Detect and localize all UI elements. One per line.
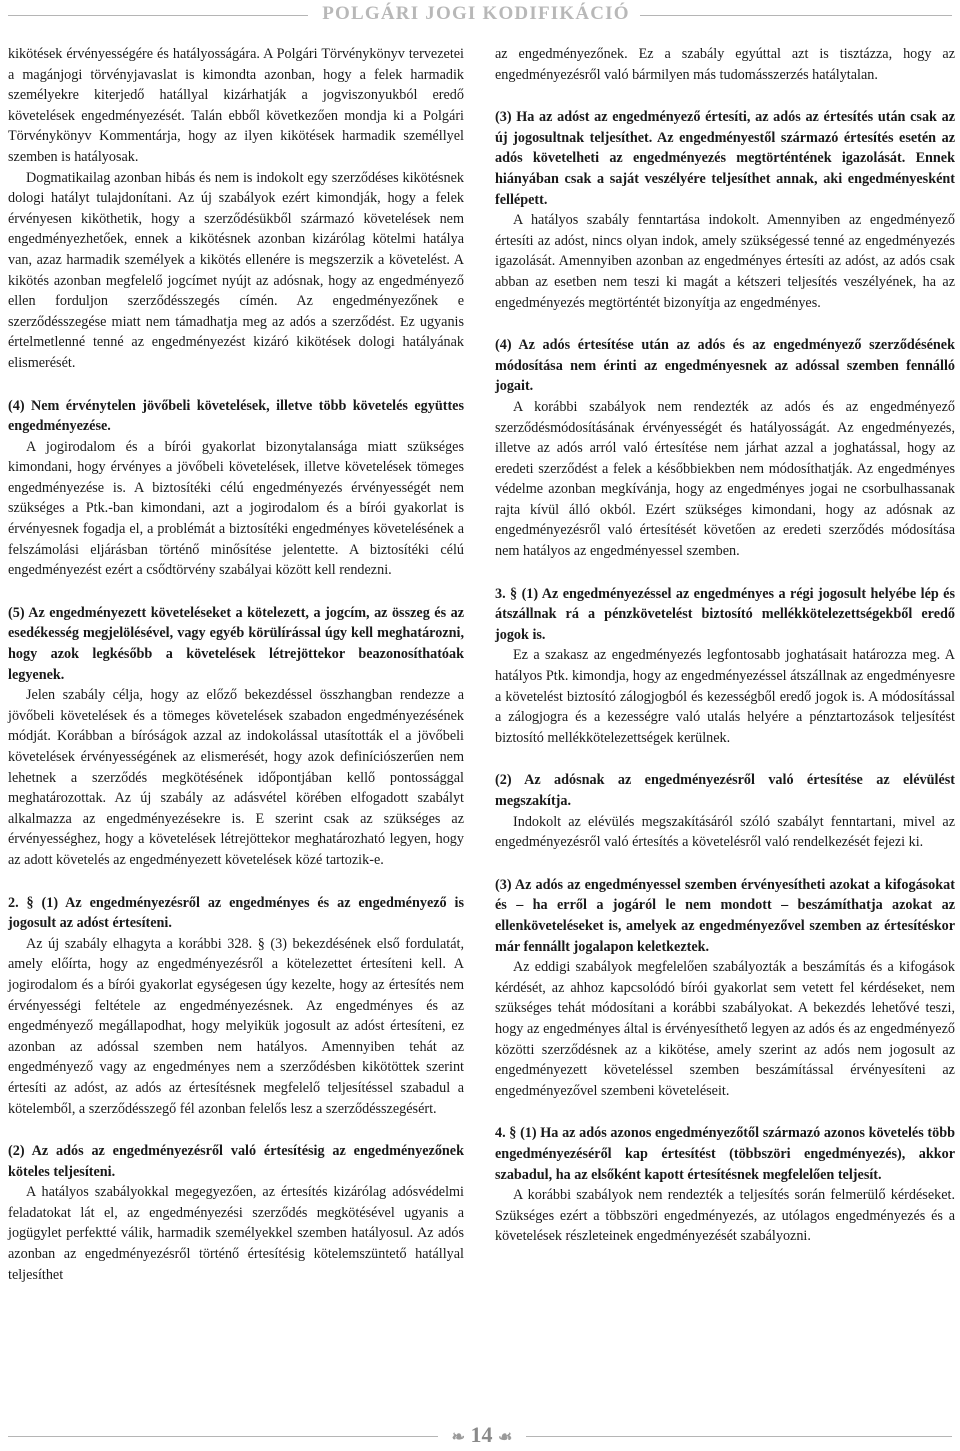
body-paragraph: A hatályos szabály fenntartása indokolt. Amennyiben az engedményező értesíti az adóst, nincs olyan indok, amely szükségessé tenné az engedményezés igazolását. Amennyiben azonban az engedményes értesíti az adóst, az adós csak abban az esetben nem teszi ki magát a kétszeri teljesítés veszélyének, ha az engedményezés megtörténtét bizonyítja az engedményes. bbox=[495, 212, 955, 311]
section-heading: (4) Nem érvénytelen jövőbeli követelések, illetve több követelés együttes engedményezése. bbox=[8, 397, 464, 435]
section-heading: (3) Ha az adóst az engedményező értesíti, az adós az értesítés után csak az új jogosultnak teljesíthet. Az engedményestől származó értesítés esetén az adós követelheti az engedményezés megtörténtének igazolását. Ennek hiányában csak a saját veszélyére teljesíthet annak, aki engedményesként fellépett. bbox=[495, 109, 955, 208]
section-heading: 4. § (1) Ha az adós azonos engedményezőtől származó azonos követelés több engedményezéséről kap értesítést (többszöri engedményezés), akkor szabadul, ha az elsőként kapott értesítésnek megfelelően teljesít. bbox=[495, 1125, 955, 1183]
journal-title: POLGÁRI JOGI KODIFIKÁCIÓ bbox=[322, 3, 630, 24]
section-heading: (2) Az adósnak az engedményezésről való értesítése az elévülést megszakítja. bbox=[495, 772, 955, 809]
ornament-left-icon: ❧ bbox=[451, 1429, 466, 1446]
ornament-right-icon: ☙ bbox=[498, 1429, 513, 1446]
footer-rule-right bbox=[526, 1436, 952, 1437]
body-paragraph: kikötések érvényességére és hatályosságára. A Polgári Törvénykönyv tervezetei a magánjogi törvényjavaslat is kimondta azonban, hogy a felek harmadik személyekre kiterjedő hatállyal kizárhatják a jogviszonyukból eredő követelések engedményezését. Talán ebből következően mondja ki a Polgári Törvénykönyv Kommentárja, hogy az ilyen kikötések harmadik személlyel szemben is hatályosak. bbox=[8, 46, 464, 165]
body-paragraph: A hatályos szabályokkal megegyezően, az értesítés kizárólag adósvédelmi feladatokat lát el, az engedményezési szerződés megkötésével ugyanis a jogügylet perfektté válik, harmadik személyekkel szemben hatályosul. Az adós azonban az engedményezésről történő értesítésig kötelemszüntető hatállyal teljesíthet bbox=[8, 1184, 464, 1283]
body-paragraph: az engedményezőnek. Ez a szabály egyúttal azt is tisztázza, hogy az engedményezésről való bármilyen más tudomásszerzés hatálytalan. bbox=[495, 46, 955, 83]
body-paragraph: Dogmatikailag azonban hibás és nem is indokolt egy szerződéses kikötésnek dologi hatályt tulajdonítani. Az új szabályok ezért kimondják, hogy a felek érvényesen kiköthetik, hogy a szerződésükből származó követelések nem engedményezhetőek, ennek a kikötésnek azonban kizárólag kötelmi hatálya van, azaz harmadik személyek a kikötés ellenére is megszerzik a követelést. A kikötés azonban megfelelő jogcímet nyújt az adósnak, hogy az engedményező ellen forduljon szerződésszegés címén. Az engedményezőnek e szerződésszegése miatt nem támadhatja meg az adós a szerződést. Ez ugyanis értelmetlenné tenné az engedményezést kizáró kikötések dologi hatályának elismerését. bbox=[8, 169, 464, 371]
body-paragraph: Indokolt az elévülés megszakításáról szóló szabályt fenntartani, mivel az engedményezésről való értesítés a követelésről való rendelkezését fejezi ki. bbox=[495, 813, 955, 851]
page-footer bbox=[0, 1422, 960, 1450]
body-paragraph: A korábbi szabályok nem rendezték az adós és az engedményező szerződésmódosításának érvényességét és hatályosságát. Az engedményezés, illetve az adós arról való értesítése nem járhat azzal a joghatással, hogy az eredeti szerződést a felek a későbbiekben nem módosíthatják. Az engedményes védelme azonban megkívánja, hogy az engedményes jogai ne csorbulhassanak rajta kívül álló okból. Ezért szükséges kimondani, hogy az adósnak az engedményezésről való értesítését követően az eredeti szerződés módosítása nem hatályos az engedményessel szemben. bbox=[495, 398, 955, 560]
right-column bbox=[495, 44, 955, 1247]
page-number: 14 bbox=[470, 1422, 493, 1447]
section-heading: (3) Az adós az engedményessel szemben érvényesítheti azokat a kifogásokat és – ha erről a jogáról le nem mondott – beszámíthatja azokat az ellenköveteléseket is, amelyek az engedményezővel szemben az értesítéskor már fennállt jogalapon keletkeztek. bbox=[495, 876, 955, 955]
header-rule-left bbox=[8, 15, 308, 16]
running-header bbox=[0, 0, 960, 36]
body-paragraph: Ez a szakasz az engedményezés legfontosabb joghatásait határozza meg. A hatályos Ptk. kimondja, hogy az engedményezéssel átszállnak az engedményesre a követelést biztosító zálogjogból és kezességből eredő jogok is. A módosítással a zálogjogra és a kezességre való utalás helyére a pénztartozások teljesítést biztosító mellékkötelezettségek kerülnek. bbox=[495, 647, 955, 746]
body-paragraph: Az új szabály elhagyta a korábbi 328. § (3) bekezdésének első fordulatát, amely előírta, hogy az engedményezésről a kötelezettet értesíteni kell. A jogirodalom és a bírói gyakorlat egységesen úgy kezelte, hogy az értesítés nem érvényességi feltétele az engedményezésnek. Az engedményes és az engedményező megállapodhat, hogy melyikük jogosult az adóst értesíteni, ez azonban az adóssal szemben nem hatályos. Amennyiben tehát az engedményező vagy az engedményes nem a szerződésben kikötöttek szerint értesíti az adóst, az adós az értesítésnek megfelelő teljesítéssel szabadul a kötelemből, a szerződésszegő fél azonban felelős lesz a szerződésszegésért. bbox=[8, 935, 464, 1117]
left-column bbox=[8, 44, 464, 1285]
body-paragraph: Az eddigi szabályok megfelelően szabályozták a beszámítás és a kifogások kérdését, az ahhoz kapcsolódó bírói gyakorlat sem vetett fel kérdéseket, nem szükséges tehát módosítani a korábbi szabályokat. A bekezdés lehetővé teszi, hogy az engedményes által is érvényesíthető legyen az adós és az engedményező közötti szerződésnek az a kikötése, amely szerint az adós nem jogosult az engedményezett követeléssel szemben beszámítással érvényesíteni az engedményezővel szembeni követeléseit. bbox=[495, 959, 955, 1099]
section-heading: 3. § (1) Az engedményezéssel az engedményes a régi jogosult helyébe lép és átszállnak rá a pénzkövetelést biztosító mellékkötelezettségekből eredő jogok is. bbox=[495, 585, 955, 643]
footer-rule-left bbox=[8, 1436, 438, 1437]
header-rule-right bbox=[640, 15, 952, 16]
page-number-block bbox=[438, 1422, 526, 1448]
section-heading: (2) Az adós az engedményezésről való értesítésig az engedményezőnek köteles teljesíteni. bbox=[8, 1143, 464, 1180]
section-heading: 2. § (1) Az engedményezésről az engedményes és az engedményező is jogosult az adóst értesíteni. bbox=[8, 894, 464, 932]
body-paragraph: A jogirodalom és a bírói gyakorlat bizonytalansága miatt szükséges kimondani, hogy érvényes a jövőbeli követelések, illetve követelések tömeges engedményezése is. A biztosítéki célú engedményezés érvényességét nem szükséges a Ptk.-ban kimondani, azt a jogirodalom és a bírói gyakorlat is érvényesnek fogadja el, a problémát a biztosítéki engedményes követelésének a felszámolási eljárásban történő minősítése jelentette. A biztosítéki célú engedményezést ezért a csődtörvény szabályai között kell rendezni. bbox=[8, 438, 464, 579]
section-heading: (4) Az adós értesítése után az adós és az engedményező szerződésének módosítása nem érinti az engedményesnek az adóssal szemben fennálló jogait. bbox=[495, 337, 955, 395]
section-heading: (5) Az engedményezett követeléseket a kötelezett, a jogcím, az összeg és az esedékesség megjelölésével, vagy egyéb körülírással úgy kell meghatározni, hogy azok legkésőbb a követelések létrejöttekor beazonosíthatóak legyenek. bbox=[8, 604, 464, 683]
body-paragraph: Jelen szabály célja, hogy az előző bekezdéssel összhangban rendezze a jövőbeli követelések és a tömeges követelések szabadon engedményezésének módját. Korábban a bíróságok azzal az indokolással utasították el a jövőbeli követelések érvényességének az elismerését, hogy azok definíciószerűen nem lehetnek a szerződés megkötésének időpontjában kellő pontossággal meghatározottak. Az új szabály az adásvétel körében elfogadott szabályt alkalmazza az engedményezésekre is. E szerint csak az szükséges az érvényességhez, hogy a követelések létrejöttekor meghatározható legyen, hogy az adott követelés az engedményezett követelések közé tartozik-e. bbox=[8, 687, 464, 868]
body-paragraph: A korábbi szabályok nem rendezték a teljesítés során felmerülő kérdéseket. Szükséges ezért a többszöri engedményezés, az utólagos engedményezés és a követelések részleteinek engedményezését szabályozni. bbox=[495, 1187, 955, 1245]
